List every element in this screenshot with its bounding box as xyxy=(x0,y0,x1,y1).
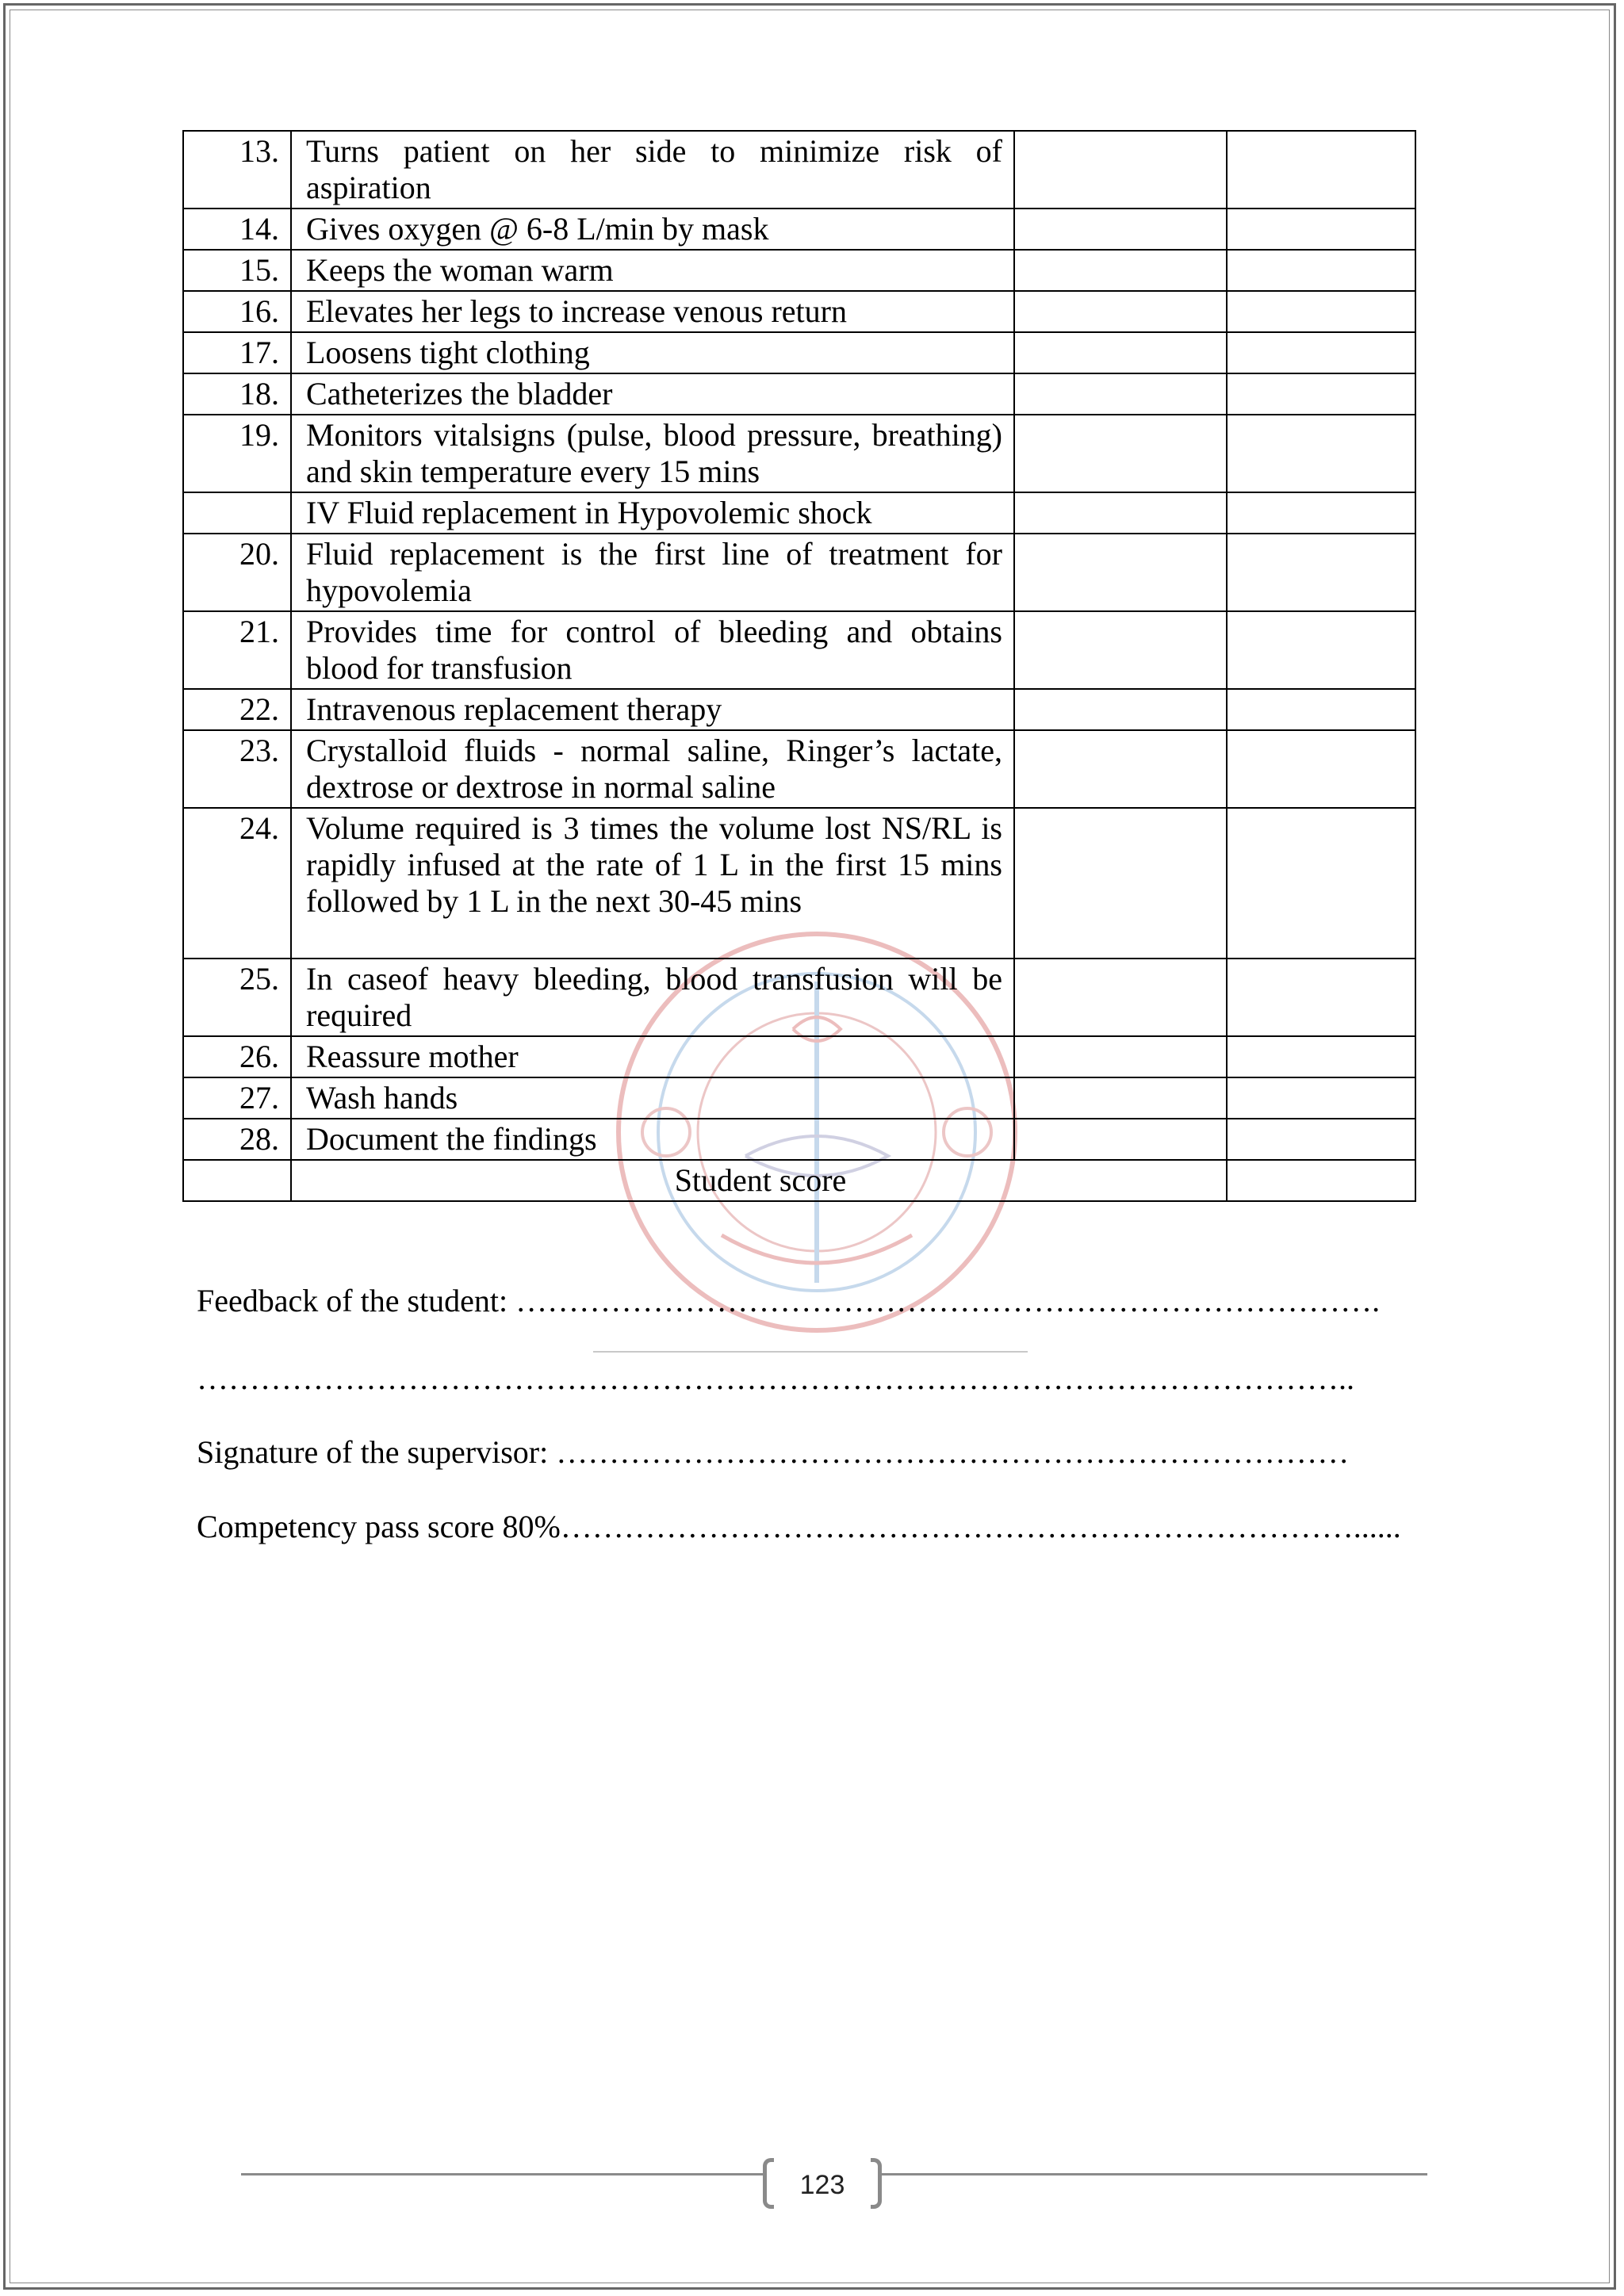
row-step-text: Elevates her legs to increase venous return xyxy=(291,291,1014,332)
row-step-text: Provides time for control of bleeding and obtains blood for transfusion xyxy=(291,611,1014,689)
row-number: 24. xyxy=(183,808,291,959)
table-row xyxy=(183,1119,1415,1160)
row-remark-cell[interactable] xyxy=(1227,373,1415,415)
table-row xyxy=(183,131,1415,209)
row-remark-cell[interactable] xyxy=(1227,1077,1415,1119)
row-number: 28. xyxy=(183,1119,291,1160)
row-number: 16. xyxy=(183,291,291,332)
row-step-text: Gives oxygen @ 6-8 L/min by mask xyxy=(291,209,1014,250)
row-step-text: Document the findings xyxy=(291,1119,1014,1160)
feedback-dots-line: ……………………………………………………………………………………………….. xyxy=(197,1360,1354,1396)
footer-rule-right xyxy=(880,2173,1427,2175)
row-remark-cell[interactable] xyxy=(1227,1119,1415,1160)
bracket-right-icon xyxy=(871,2158,882,2209)
row-step-text: Keeps the woman warm xyxy=(291,250,1014,291)
score-mark-cell xyxy=(1227,1160,1415,1201)
row-mark-cell[interactable] xyxy=(1014,808,1227,959)
row-step-text: Fluid replacement is the first line of treatment for hypovolemia xyxy=(291,534,1014,611)
row-mark-cell[interactable] xyxy=(1014,959,1227,1036)
supervisor-signature-line: Signature of the supervisor: ………………………………………………………………… xyxy=(197,1434,1350,1470)
row-mark-cell[interactable] xyxy=(1014,730,1227,808)
row-remark-cell[interactable] xyxy=(1227,492,1415,534)
row-mark-cell[interactable] xyxy=(1014,250,1227,291)
row-remark-cell[interactable] xyxy=(1227,415,1415,492)
row-step-text: Volume required is 3 times the volume lost NS/RL is rapidly infused at the rate of 1 L in the first 15 mins followed by 1 L in the next 30-45 mins xyxy=(291,808,1014,959)
row-step-text: Monitors vitalsigns (pulse, blood pressure, breathing) and skin temperature every 15 mins xyxy=(291,415,1014,492)
feedback-line: Feedback of the student: ………………………………………………………………………. xyxy=(197,1283,1381,1318)
row-number: 25. xyxy=(183,959,291,1036)
table-row xyxy=(183,730,1415,808)
row-number: 21. xyxy=(183,611,291,689)
student-score-label: Student score xyxy=(291,1160,1227,1201)
row-mark-cell[interactable] xyxy=(1014,611,1227,689)
row-step-text: Intravenous replacement therapy xyxy=(291,689,1014,730)
row-remark-cell[interactable] xyxy=(1227,1036,1415,1077)
row-step-text: IV Fluid replacement in Hypovolemic shock xyxy=(291,492,1014,534)
row-mark-cell[interactable] xyxy=(1014,373,1227,415)
footer-rule-left xyxy=(241,2173,764,2175)
page-number-text: 123 xyxy=(799,2170,845,2200)
row-number: 23. xyxy=(183,730,291,808)
row-number: 18. xyxy=(183,373,291,415)
table-row xyxy=(183,291,1415,332)
table-row xyxy=(183,1036,1415,1077)
pass-score-line: Competency pass score 80%…………………………………………………………………...... xyxy=(197,1509,1401,1544)
row-remark-cell[interactable] xyxy=(1227,689,1415,730)
page-number xyxy=(763,2158,882,2212)
bracket-left-icon xyxy=(763,2158,774,2209)
row-number: 15. xyxy=(183,250,291,291)
table-row xyxy=(183,611,1415,689)
row-number: 26. xyxy=(183,1036,291,1077)
row-number: 27. xyxy=(183,1077,291,1119)
table-row xyxy=(183,415,1415,492)
table-row xyxy=(183,1077,1415,1119)
row-step-text: In caseof heavy bleeding, blood transfusion will be required xyxy=(291,959,1014,1036)
row-remark-cell[interactable] xyxy=(1227,611,1415,689)
seal-underline xyxy=(593,1351,1028,1353)
row-mark-cell[interactable] xyxy=(1014,492,1227,534)
student-score-row xyxy=(183,1160,1415,1201)
table-row xyxy=(183,250,1415,291)
checklist-rows xyxy=(183,131,1415,1160)
row-mark-cell[interactable] xyxy=(1014,415,1227,492)
row-mark-cell[interactable] xyxy=(1014,1036,1227,1077)
row-mark-cell[interactable] xyxy=(1014,534,1227,611)
table-row xyxy=(183,209,1415,250)
row-remark-cell[interactable] xyxy=(1227,291,1415,332)
row-mark-cell[interactable] xyxy=(1014,1119,1227,1160)
row-mark-cell[interactable] xyxy=(1014,209,1227,250)
row-number xyxy=(183,492,291,534)
row-step-text: Crystalloid fluids - normal saline, Ringer’s lactate, dextrose or dextrose in normal saline xyxy=(291,730,1014,808)
row-number: 22. xyxy=(183,689,291,730)
row-mark-cell[interactable] xyxy=(1014,332,1227,373)
table-row xyxy=(183,332,1415,373)
row-step-text: Wash hands xyxy=(291,1077,1014,1119)
row-step-text: Catheterizes the bladder xyxy=(291,373,1014,415)
row-mark-cell[interactable] xyxy=(1014,1077,1227,1119)
row-remark-cell[interactable] xyxy=(1227,209,1415,250)
table-row xyxy=(183,373,1415,415)
row-mark-cell[interactable] xyxy=(1014,291,1227,332)
row-number: 14. xyxy=(183,209,291,250)
row-mark-cell[interactable] xyxy=(1014,689,1227,730)
row-remark-cell[interactable] xyxy=(1227,534,1415,611)
row-step-text: Loosens tight clothing xyxy=(291,332,1014,373)
table-row xyxy=(183,689,1415,730)
row-remark-cell[interactable] xyxy=(1227,131,1415,209)
row-remark-cell[interactable] xyxy=(1227,730,1415,808)
table-row xyxy=(183,534,1415,611)
row-remark-cell[interactable] xyxy=(1227,332,1415,373)
table-row xyxy=(183,808,1415,959)
row-remark-cell[interactable] xyxy=(1227,250,1415,291)
row-mark-cell[interactable] xyxy=(1014,131,1227,209)
row-step-text: Reassure mother xyxy=(291,1036,1014,1077)
row-number: 20. xyxy=(183,534,291,611)
row-step-text: Turns patient on her side to minimize risk of aspiration xyxy=(291,131,1014,209)
table-row xyxy=(183,959,1415,1036)
competency-checklist-table xyxy=(182,130,1416,1202)
row-number: 17. xyxy=(183,332,291,373)
row-remark-cell[interactable] xyxy=(1227,959,1415,1036)
score-num-cell xyxy=(183,1160,291,1201)
row-number: 13. xyxy=(183,131,291,209)
row-number: 19. xyxy=(183,415,291,492)
table-row xyxy=(183,492,1415,534)
row-remark-cell[interactable] xyxy=(1227,808,1415,959)
